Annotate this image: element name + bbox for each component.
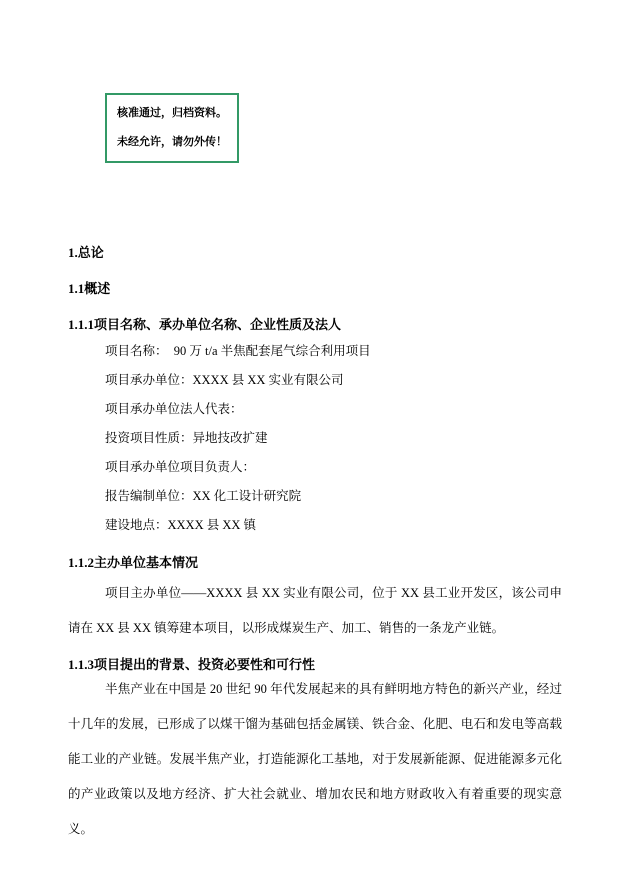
section-heading-1: 1.总论	[68, 245, 104, 260]
section-heading-1-1-1: 1.1.1项目名称、承办单位名称、企业性质及法人	[68, 317, 342, 332]
approval-notice-box	[105, 93, 239, 163]
paragraph-sponsor-overview: 项目主办单位——XXXX 县 XX 实业有限公司，位于 XX 县工业开发区，该公司申请在 XX 县 XX 镇筹建本项目，以形成煤炭生产、加工、销售的一条龙产业链。	[68, 586, 562, 635]
section-heading-1-1-3: 1.1.3项目提出的背景、投资必要性和可行性	[68, 657, 316, 672]
project-info-list	[105, 344, 575, 547]
section-heading-1-1-2: 1.1.2主办单位基本情况	[68, 555, 199, 570]
info-line-project-name: 项目名称： 90 万 t/a 半焦配套尾气综合利用项目	[105, 344, 371, 358]
info-line-legal-representative: 项目承办单位法人代表：	[105, 402, 243, 416]
notice-line-1: 核准通过，归档资料。	[117, 107, 227, 119]
notice-line-2: 未经允许，请勿外传！	[117, 136, 227, 148]
info-line-construction-site: 建设地点：XXXX 县 XX 镇	[105, 518, 257, 532]
info-line-project-manager: 项目承办单位项目负责人：	[105, 460, 256, 474]
info-line-report-compiler: 报告编制单位：XX 化工设计研究院	[105, 489, 302, 503]
section-heading-1-1: 1.1概述	[68, 281, 111, 296]
paragraph-background-necessity: 半焦产业在中国是 20 世纪 90 年代发展起来的具有鲜明地方特色的新兴产业，经过十几年的发展，已形成了以煤干馏为基础包括金属镁、铁合金、化肥、电石和发电等高载能工业的产业链。发展半焦产业，打造能源化工基地，对于发展新能源、促进能源多元化的产业政策以及地方经济、扩大社会就业、增加农民和地方财政收入有着重要的现实意义。	[68, 682, 562, 836]
info-line-undertaker: 项目承办单位：XXXX 县 XX 实业有限公司	[105, 373, 344, 387]
info-line-project-nature: 投资项目性质：异地技改扩建	[105, 431, 268, 445]
